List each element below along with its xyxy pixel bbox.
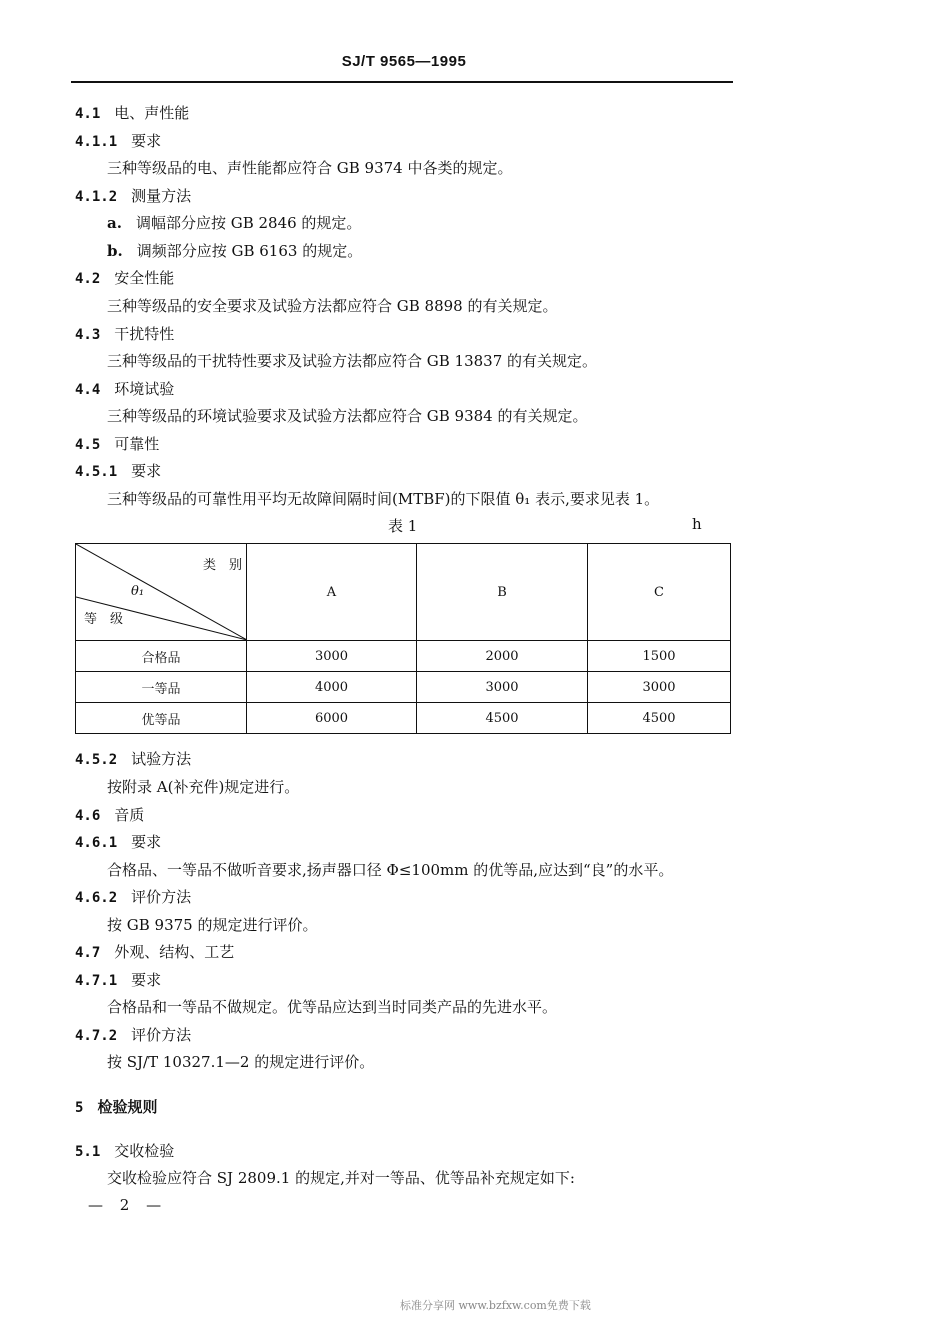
section-number: 4.1 <box>75 106 101 122</box>
table-caption: 表 1 <box>388 517 418 535</box>
heading-4-6-1 <box>75 831 161 852</box>
paragraph: 合格品和一等品不做规定。优等品应达到当时同类产品的先进水平。 <box>107 998 558 1016</box>
paragraph: 按 SJ/T 10327.1—2 的规定进行评价。 <box>107 1053 375 1071</box>
paragraph: 按 GB 9375 的规定进行评价。 <box>107 916 318 934</box>
section-title: 安全性能 <box>114 269 175 287</box>
section-number: 4.2 <box>75 271 101 287</box>
page-number: — 2 — <box>88 1196 168 1214</box>
section-title: 评价方法 <box>131 888 192 906</box>
section-title: 要求 <box>131 971 162 989</box>
header-rule <box>71 81 733 83</box>
section-title: 电、声性能 <box>114 104 190 122</box>
table-1 <box>75 543 731 734</box>
paragraph: 合格品、一等品不做听音要求,扬声器口径 Φ≤100mm 的优等品,应达到“良”的水平。 <box>107 861 674 879</box>
heading-4-5-2 <box>75 748 191 769</box>
table-row <box>76 703 731 734</box>
section-number: 4.6.1 <box>75 835 118 851</box>
row-header: 优等品 <box>76 703 247 734</box>
section-number: 4.5.2 <box>75 752 118 768</box>
table-cell: 3000 <box>417 672 588 703</box>
section-title: 要求 <box>131 462 162 480</box>
paragraph: 三种等级品的安全要求及试验方法都应符合 GB 8898 的有关规定。 <box>107 297 558 315</box>
heading-5 <box>75 1096 157 1117</box>
table-cell: 4500 <box>588 703 731 734</box>
column-header: A <box>247 544 417 641</box>
column-header: C <box>588 544 731 641</box>
heading-5-1 <box>75 1140 174 1161</box>
page-header: SJ/T 9565—1995 <box>341 53 467 70</box>
section-title: 交收检验 <box>114 1142 175 1160</box>
section-title: 测量方法 <box>131 187 192 205</box>
list-item <box>107 240 362 261</box>
table-header-row <box>76 544 731 641</box>
heading-4-1-2 <box>75 185 191 206</box>
section-number: 4.1.2 <box>75 189 118 205</box>
corner-label-theta: θ₁ <box>131 584 145 599</box>
paragraph: 三种等级品的环境试验要求及试验方法都应符合 GB 9384 的有关规定。 <box>107 407 588 425</box>
heading-4-1 <box>75 102 189 123</box>
section-title: 音质 <box>114 806 145 824</box>
section-number: 5.1 <box>75 1144 101 1160</box>
corner-label-grade: 等 级 <box>84 612 124 627</box>
section-title: 试验方法 <box>131 750 192 768</box>
section-title: 检验规则 <box>97 1098 158 1116</box>
heading-4-5-1 <box>75 460 161 481</box>
section-number: 4.6.2 <box>75 890 118 906</box>
column-header: B <box>417 544 588 641</box>
section-title: 可靠性 <box>114 435 160 453</box>
section-number: 4.6 <box>75 808 101 824</box>
table-cell: 3000 <box>588 672 731 703</box>
watermark-footer: 标准分享网 www.bzfxw.com免费下载 <box>400 1299 591 1312</box>
list-label: b. <box>107 242 123 260</box>
section-title: 评价方法 <box>131 1026 192 1044</box>
section-number: 4.3 <box>75 327 101 343</box>
heading-4-4 <box>75 378 174 399</box>
corner-label-category: 类 别 <box>202 558 242 573</box>
table-row <box>76 672 731 703</box>
heading-4-7-2 <box>75 1024 191 1045</box>
section-title: 环境试验 <box>114 380 175 398</box>
table-corner-cell <box>76 544 247 641</box>
section-number: 4.5.1 <box>75 464 118 480</box>
heading-4-6 <box>75 804 144 825</box>
paragraph: 三种等级品的电、声性能都应符合 GB 9374 中各类的规定。 <box>107 159 513 177</box>
heading-4-7-1 <box>75 969 161 990</box>
table-cell: 6000 <box>247 703 417 734</box>
section-number: 4.5 <box>75 437 101 453</box>
section-number: 5 <box>75 1100 84 1116</box>
section-number: 4.7.2 <box>75 1028 118 1044</box>
section-number: 4.7 <box>75 945 101 961</box>
section-title: 外观、结构、工艺 <box>114 943 235 961</box>
paragraph: 三种等级品的干扰特性要求及试验方法都应符合 GB 13837 的有关规定。 <box>107 352 598 370</box>
table-cell: 4000 <box>247 672 417 703</box>
heading-4-1-1 <box>75 130 161 151</box>
row-header: 一等品 <box>76 672 247 703</box>
heading-4-5 <box>75 433 159 454</box>
table-cell: 1500 <box>588 641 731 672</box>
list-label: a. <box>107 214 122 232</box>
paragraph: 三种等级品的可靠性用平均无故障间隔时间(MTBF)的下限值 θ₁ 表示,要求见表 1。 <box>107 490 660 508</box>
list-item <box>107 212 361 233</box>
heading-4-3 <box>75 323 174 344</box>
heading-4-2 <box>75 267 174 288</box>
heading-4-6-2 <box>75 886 191 907</box>
table-cell: 4500 <box>417 703 588 734</box>
section-number: 4.7.1 <box>75 973 118 989</box>
table-unit: h <box>692 515 702 533</box>
heading-4-7 <box>75 941 234 962</box>
table-cell: 2000 <box>417 641 588 672</box>
section-number: 4.4 <box>75 382 101 398</box>
list-text: 调幅部分应按 GB 2846 的规定。 <box>135 214 362 232</box>
table-row <box>76 641 731 672</box>
paragraph: 交收检验应符合 SJ 2809.1 的规定,并对一等品、优等品补充规定如下: <box>107 1169 575 1187</box>
section-number: 4.1.1 <box>75 134 118 150</box>
section-title: 干扰特性 <box>114 325 175 343</box>
table-cell: 3000 <box>247 641 417 672</box>
paragraph: 按附录 A(补充件)规定进行。 <box>107 778 300 796</box>
section-title: 要求 <box>131 132 162 150</box>
row-header: 合格品 <box>76 641 247 672</box>
section-title: 要求 <box>131 833 162 851</box>
list-text: 调频部分应按 GB 6163 的规定。 <box>136 242 363 260</box>
